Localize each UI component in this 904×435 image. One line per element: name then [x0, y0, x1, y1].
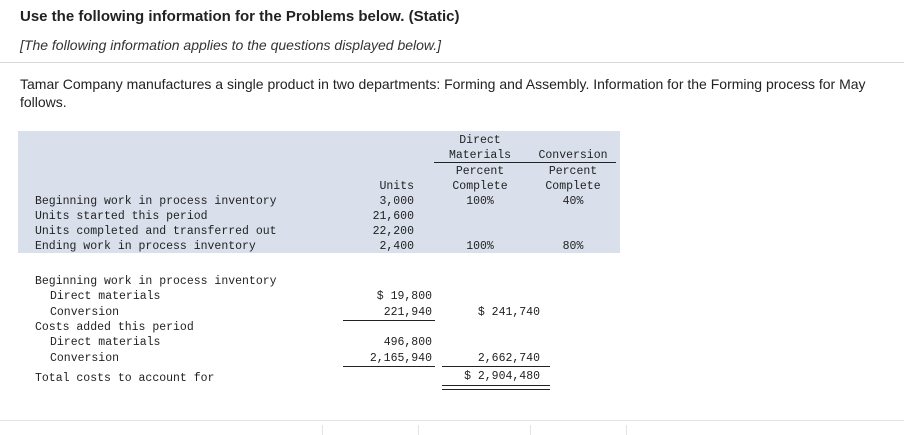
- unit-row-cv: 40%: [562, 195, 584, 208]
- footer-tick: [626, 425, 627, 435]
- group-header-rule: [434, 162, 616, 163]
- beg-subtotal-rule: [343, 320, 435, 321]
- cost-beg-total: $ 241,740: [477, 306, 540, 319]
- cost-beg-cv-label: Conversion: [50, 306, 120, 319]
- units-header: Units: [379, 180, 414, 193]
- cost-beg-label: Beginning work in process inventory: [35, 275, 277, 288]
- forming-data-table: [18, 131, 622, 421]
- cv-percent-header: Percent: [548, 165, 598, 178]
- cv-complete-header: Complete: [545, 180, 601, 193]
- dm-group-header-1: Direct: [459, 134, 501, 147]
- footer-tick: [322, 425, 323, 435]
- dm-group-header-2: Materials: [448, 149, 512, 162]
- cost-total-label: Total costs to account for: [35, 372, 215, 385]
- unit-row-cv: 80%: [562, 240, 584, 253]
- unit-row-label: Ending work in process inventory: [35, 240, 256, 253]
- cost-add-cv-label: Conversion: [50, 352, 120, 365]
- cost-add-dm-label: Direct materials: [50, 336, 161, 349]
- page-subtitle: [The following information applies to the questions displayed below.]: [20, 37, 442, 53]
- add-subtotal-rule: [343, 366, 435, 367]
- unit-row-units: 3,000: [379, 195, 414, 208]
- cost-add-total: 2,662,740: [477, 352, 540, 365]
- unit-row-units: 2,400: [379, 240, 414, 253]
- footer-tick: [530, 425, 531, 435]
- dm-complete-header: Complete: [452, 180, 508, 193]
- add-total-rule: [442, 366, 550, 367]
- cost-beg-dm-label: Direct materials: [50, 290, 161, 303]
- cost-beg-dm-value: $ 19,800: [376, 290, 432, 303]
- cost-beg-cv-value: 221,940: [383, 306, 432, 319]
- cost-grand-total: $ 2,904,480: [464, 370, 540, 383]
- unit-row-dm: 100%: [466, 240, 494, 253]
- unit-row-label: Units started this period: [35, 210, 208, 223]
- unit-row-units: 22,200: [372, 225, 414, 238]
- unit-row-label: Units completed and transferred out: [35, 225, 277, 238]
- cost-add-dm-value: 496,800: [383, 336, 432, 349]
- unit-row-units: 21,600: [372, 210, 414, 223]
- cv-group-header: Conversion: [538, 149, 608, 162]
- dm-percent-header: Percent: [455, 165, 505, 178]
- grand-total-double-rule: [442, 385, 550, 390]
- page-title: Use the following information for the Problems below. (Static): [20, 8, 460, 25]
- unit-row-label: Beginning work in process inventory: [35, 195, 277, 208]
- footer-tick: [418, 425, 419, 435]
- problem-intro: Tamar Company manufactures a single product in two departments: Forming and Assembly. Information for the Forming process for May follows.: [20, 76, 866, 110]
- header-divider: [0, 62, 904, 63]
- unit-row-dm: 100%: [466, 195, 494, 208]
- footer-divider: [0, 420, 904, 421]
- cost-add-cv-value: 2,165,940: [369, 352, 432, 365]
- cost-added-label: Costs added this period: [35, 321, 194, 334]
